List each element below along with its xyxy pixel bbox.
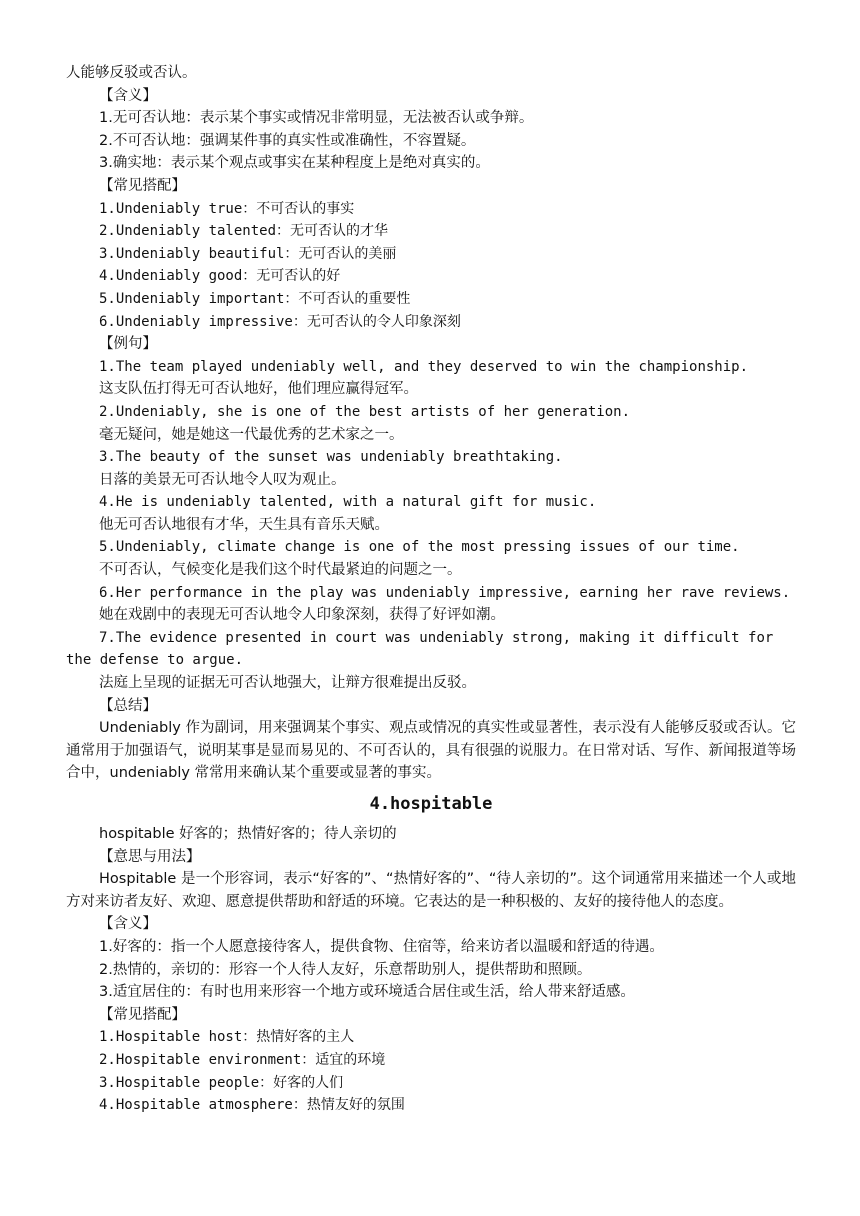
collocation-item: 2.Undeniably talented：无可否认的才华 bbox=[99, 223, 389, 240]
example-zh: 不可否认，气候变化是我们这个时代最紧迫的问题之一。 bbox=[99, 562, 462, 579]
meaning-item: 2.热情的，亲切的：形容一个人待人友好，乐意帮助别人，提供帮助和照顾。 bbox=[99, 961, 592, 978]
collocation-item: 3.Undeniably beautiful：无可否认的美丽 bbox=[99, 245, 397, 262]
example-heading: 【例句】 bbox=[99, 336, 157, 353]
meaning-item: 3.适宜居住的：有时也用来形容一个地方或环境适合居住或生活，给人带来舒适感。 bbox=[99, 984, 635, 1001]
meaning-heading: 【含义】 bbox=[99, 87, 157, 104]
example-zh: 他无可否认地很有才华，天生具有音乐天赋。 bbox=[99, 516, 389, 533]
example-en: 5.Undeniably, climate change is one of the most pressing issues of our time. bbox=[99, 539, 740, 556]
example-zh: 日落的美景无可否认地令人叹为观止。 bbox=[99, 471, 346, 488]
example-en: 2.Undeniably, she is one of the best artists of her generation. bbox=[99, 403, 631, 420]
document-page bbox=[66, 62, 796, 1117]
example-en: 3.The beauty of the sunset was undeniably breathtaking. bbox=[99, 449, 563, 466]
collocation-heading: 【常见搭配】 bbox=[99, 1006, 186, 1023]
example-en: 4.He is undeniably talented, with a natural gift for music. bbox=[99, 494, 597, 511]
example-zh: 法庭上呈现的证据无可否认地强大，让辩方很难提出反驳。 bbox=[99, 675, 476, 692]
collocation-item: 4.Hospitable atmosphere：热情友好的氛围 bbox=[99, 1097, 405, 1114]
summary-heading: 【总结】 bbox=[99, 697, 157, 714]
meaning-item: 1.无可否认地：表示某个事实或情况非常明显，无法被否认或争辩。 bbox=[99, 110, 534, 127]
summary-paragraph: Undeniably 作为副词，用来强调某个事实、观点或情况的真实性或显著性，表示没有人能够反驳或否认。它通常用于加强语气，说明某事是显而易见的、不可否认的，具有很强的说服力。在日常对话、写作、新闻报道等场合中，undeniably 常常用来确认某个重要或显著的事实。 bbox=[66, 720, 796, 782]
example-en: 7.The evidence presented in court was undeniably strong, making it difficult for the defense to argue. bbox=[66, 629, 774, 669]
meaning-heading: 【含义】 bbox=[99, 916, 157, 933]
collocation-item: 4.Undeniably good：无可否认的好 bbox=[99, 268, 341, 285]
collocation-item: 2.Hospitable environment：适宜的环境 bbox=[99, 1051, 386, 1068]
collocation-item: 5.Undeniably important：不可否认的重要性 bbox=[99, 290, 411, 307]
meaning-item: 2.不可否认地：强调某件事的真实性或准确性，不容置疑。 bbox=[99, 132, 476, 149]
example-en: 1.The team played undeniably well, and they deserved to win the championship. bbox=[99, 358, 749, 375]
section-title: 4.hospitable bbox=[369, 794, 493, 814]
collocation-heading: 【常见搭配】 bbox=[99, 177, 186, 194]
usage-paragraph: Hospitable 是一个形容词，表示“好客的”、“热情好客的”、“待人亲切的”。这个词通常用来描述一个人或地方对来访者友好、欢迎、愿意提供帮助和舒适的环境。它表达的是一种积极的、友好的接待他人的态度。 bbox=[66, 871, 796, 910]
collocation-item: 3.Hospitable people：好客的人们 bbox=[99, 1074, 344, 1091]
usage-heading: 【意思与用法】 bbox=[99, 848, 201, 865]
word-definition: hospitable 好客的；热情好客的；待人亲切的 bbox=[99, 826, 397, 842]
collocation-item: 1.Undeniably true：不可否认的事实 bbox=[99, 200, 355, 217]
example-zh: 她在戏剧中的表现无可否认地令人印象深刻，获得了好评如潮。 bbox=[99, 607, 505, 624]
example-en: 6.Her performance in the play was undeniably impressive, earning her rave reviews. bbox=[99, 584, 791, 601]
example-zh: 这支队伍打得无可否认地好，他们理应赢得冠军。 bbox=[99, 381, 418, 398]
example-zh: 毫无疑问，她是她这一代最优秀的艺术家之一。 bbox=[99, 426, 404, 443]
meaning-item: 3.确实地：表示某个观点或事实在某种程度上是绝对真实的。 bbox=[99, 155, 490, 172]
meaning-item: 1.好客的：指一个人愿意接待客人，提供食物、住宿等，给来访者以温暖和舒适的待遇。 bbox=[99, 938, 664, 955]
continuation-text: 人能够反驳或否认。 bbox=[66, 65, 197, 81]
collocation-item: 6.Undeniably impressive：无可否认的令人印象深刻 bbox=[99, 313, 461, 330]
collocation-item: 1.Hospitable host：热情好客的主人 bbox=[99, 1029, 355, 1046]
